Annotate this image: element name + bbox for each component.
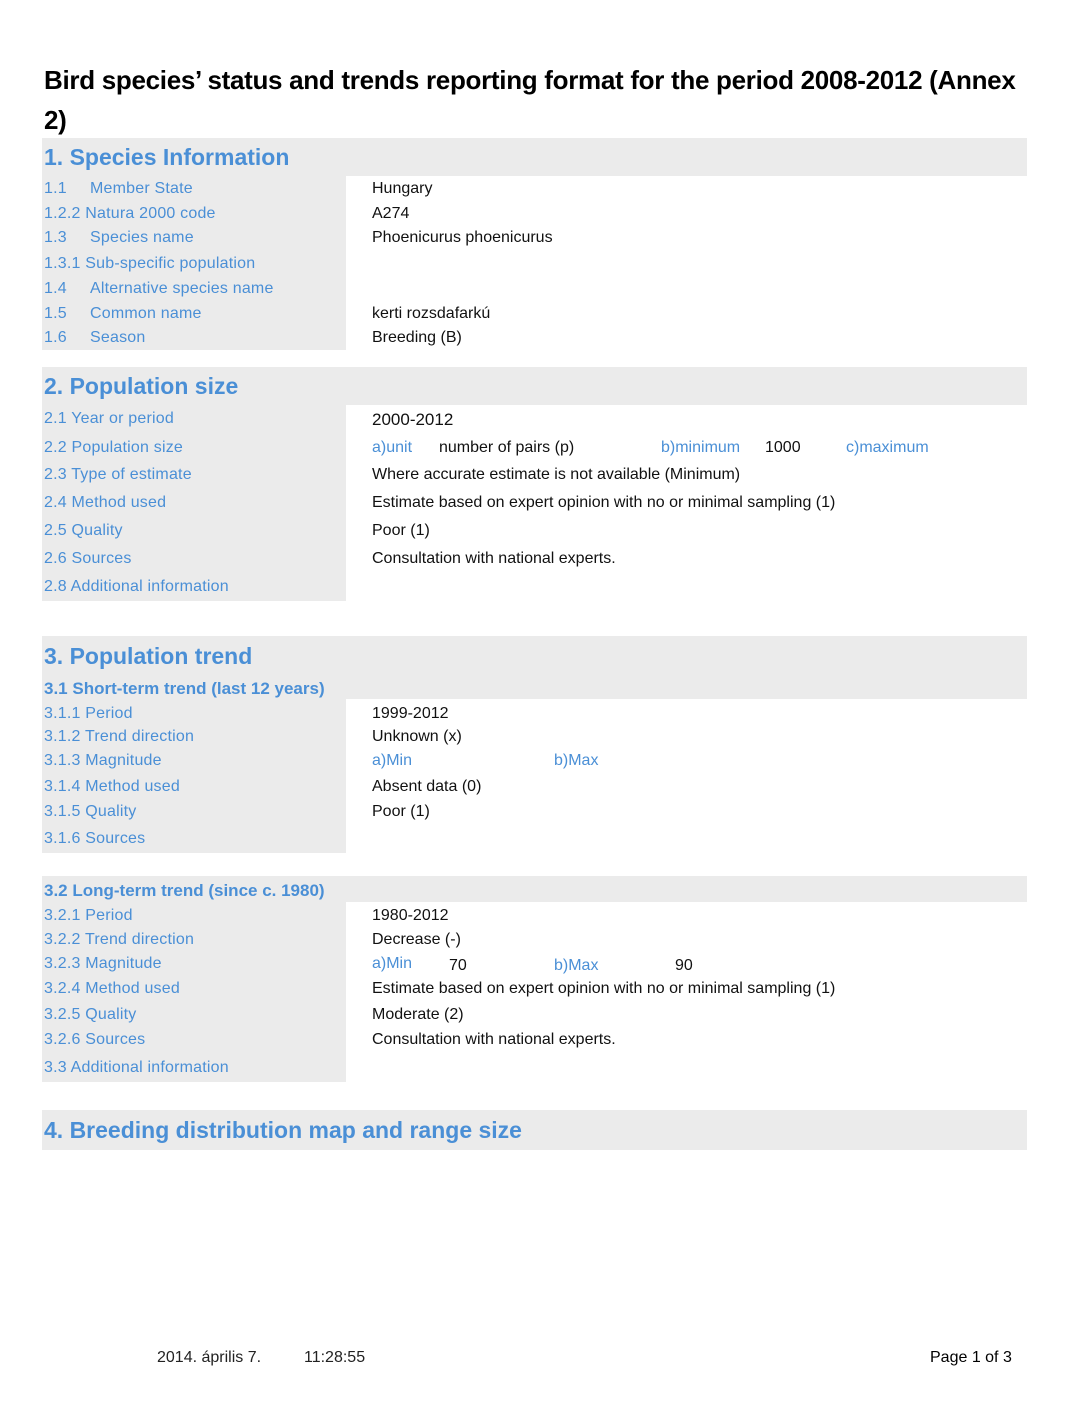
population-row-label: 2.1 Year or period	[44, 410, 174, 427]
long-min-value: 70	[449, 957, 467, 974]
short-trend-row-label: 3.1.2 Trend direction	[44, 728, 195, 745]
species-row-label: 1.3.1 Sub-specific population	[44, 255, 256, 272]
species-name-value: Phoenicurus phoenicurus	[372, 229, 553, 246]
short-trend-row-label: 3.1.6 Sources	[44, 830, 146, 847]
long-trend-row-label: 3.2.2 Trend direction	[44, 931, 195, 948]
short-term-heading: 3.1 Short-term trend (last 12 years)	[44, 679, 325, 698]
type-of-estimate-value: Where accurate estimate is not available (Minimum)	[372, 466, 741, 483]
minimum-value: 1000	[765, 439, 801, 456]
long-trend-row-label: 3.3 Additional information	[44, 1059, 229, 1076]
season-value: Breeding (B)	[372, 329, 462, 346]
species-row-label: 1.3 Species name	[44, 229, 194, 246]
maximum-sublabel: c)maximum	[846, 439, 929, 456]
population-row-label: 2.5 Quality	[44, 522, 123, 539]
footer-time: 11:28:55	[304, 1349, 366, 1366]
population-row-label: 2.3 Type of estimate	[44, 466, 192, 483]
species-row-label: 1.2.2 Natura 2000 code	[44, 205, 216, 222]
short-trend-row-label: 3.1.4 Method used	[44, 778, 180, 795]
unit-sublabel: a)unit	[372, 439, 413, 456]
long-term-heading: 3.2 Long-term trend (since c. 1980)	[44, 881, 325, 900]
long-sources-value: Consultation with national experts.	[372, 1031, 616, 1048]
long-trend-row-label: 3.2.1 Period	[44, 907, 133, 924]
population-row-label: 2.8 Additional information	[44, 578, 229, 595]
unit-value: number of pairs (p)	[439, 439, 575, 456]
short-min-sublabel: a)Min	[372, 752, 413, 769]
short-quality-value: Poor (1)	[372, 803, 430, 820]
long-min-sublabel: a)Min	[372, 955, 413, 972]
common-name-value: kerti rozsdafarkú	[372, 305, 491, 322]
minimum-sublabel: b)minimum	[661, 439, 741, 456]
year-period-value: 2000-2012	[372, 410, 454, 429]
short-max-sublabel: b)Max	[554, 752, 599, 769]
sources-value: Consultation with national experts.	[372, 550, 616, 567]
species-row-label: 1.5 Common name	[44, 305, 202, 322]
quality-value: Poor (1)	[372, 522, 430, 539]
species-row-label: 1.6 Season	[44, 329, 146, 346]
footer-page-number: Page 1 of 3	[930, 1349, 1012, 1366]
member-state-value: Hungary	[372, 180, 433, 197]
long-trend-row-label: 3.2.3 Magnitude	[44, 955, 162, 972]
long-quality-value: Moderate (2)	[372, 1006, 464, 1023]
method-used-value: Estimate based on expert opinion with no or minimal sampling (1)	[372, 494, 836, 511]
long-trend-row-label: 3.2.4 Method used	[44, 980, 180, 997]
long-max-value: 90	[675, 957, 693, 974]
long-method-value: Estimate based on expert opinion with no or minimal sampling (1)	[372, 980, 836, 997]
short-trend-row-label: 3.1.5 Quality	[44, 803, 137, 820]
short-trend-row-label: 3.1.3 Magnitude	[44, 752, 162, 769]
short-method-value: Absent data (0)	[372, 778, 482, 795]
short-period-value: 1999-2012	[372, 705, 449, 722]
natura-code-value: A274	[372, 205, 410, 222]
population-row-label: 2.4 Method used	[44, 494, 167, 511]
long-period-value: 1980-2012	[372, 907, 449, 924]
long-max-sublabel: b)Max	[554, 957, 599, 974]
short-trend-row-label: 3.1.1 Period	[44, 705, 133, 722]
short-direction-value: Unknown (x)	[372, 728, 462, 745]
section-1-heading: 1. Species Information	[44, 144, 290, 170]
population-row-label: 2.6 Sources	[44, 550, 132, 567]
long-trend-row-label: 3.2.5 Quality	[44, 1006, 137, 1023]
section-3-heading: 3. Population trend	[44, 643, 253, 669]
long-direction-value: Decrease (-)	[372, 931, 461, 948]
species-row-label: 1.4 Alternative species name	[44, 280, 274, 297]
section-2-heading: 2. Population size	[44, 373, 239, 399]
footer-date: 2014. április 7.	[157, 1349, 262, 1366]
species-row-label: 1.1 Member State	[44, 180, 193, 197]
document-title: Bird species’ status and trends reporting format for the period 2008-2012 (Annex 2)	[44, 65, 1016, 135]
section-4-heading: 4. Breeding distribution map and range size	[44, 1117, 522, 1143]
population-row-label: 2.2 Population size	[44, 439, 184, 456]
long-trend-row-label: 3.2.6 Sources	[44, 1031, 146, 1048]
